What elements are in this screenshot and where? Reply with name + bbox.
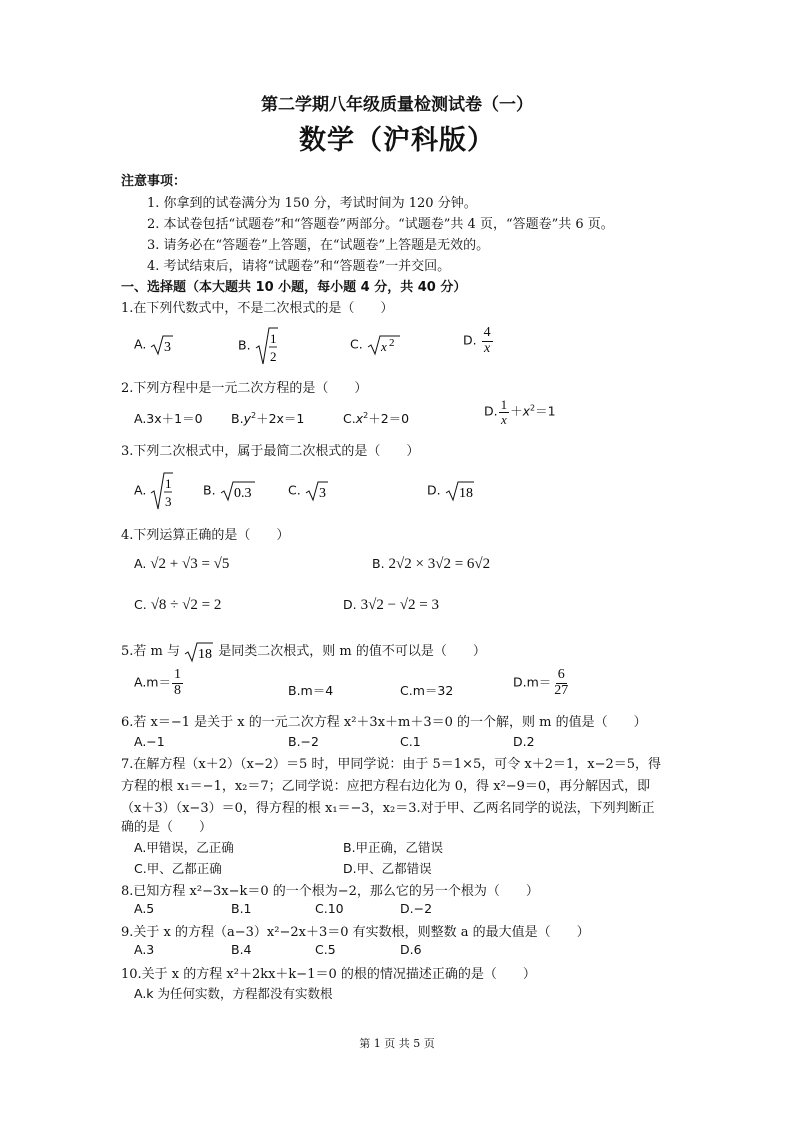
notes-heading: 注意事项： bbox=[121, 174, 187, 189]
question-8-stem: 8.已知方程 x²−3x−k＝0 的一个根为−2，那么它的另一个根为（ ） bbox=[121, 884, 539, 899]
note-item: 1. 你拿到的试卷满分为 150 分，考试时间为 120 分钟。 bbox=[147, 196, 477, 211]
q3-option-d: D. 18 bbox=[427, 480, 475, 502]
q4-option-b: B. 2√2 × 3√2 = 6√2 bbox=[372, 556, 491, 572]
page-footer: 第 1 页 共 5 页 bbox=[359, 1037, 435, 1050]
note-item: 3. 请务必在“答题卷”上答题，在“试题卷”上答题是无效的。 bbox=[147, 238, 490, 253]
q5-option-c: C.m＝32 bbox=[400, 683, 454, 698]
q7-option-b: B.甲正确，乙错误 bbox=[343, 840, 444, 855]
q6-option-b: B.−2 bbox=[288, 734, 319, 749]
q5-option-b: B.m＝4 bbox=[288, 683, 334, 698]
question-4-stem: 4.下列运算正确的是（ ） bbox=[121, 528, 290, 543]
svg-text:3: 3 bbox=[318, 486, 326, 501]
q5-option-a: A.m＝ $\frac{1}{8}$ bbox=[134, 667, 181, 698]
note-item: 4. 考试结束后，请将“试题卷”和“答题卷”一并交回。 bbox=[147, 259, 451, 274]
sqrt-symbol bbox=[220, 480, 256, 502]
svg-text:2: 2 bbox=[388, 337, 395, 349]
sqrt-symbol bbox=[445, 480, 475, 502]
q1-option-a: A. 3 bbox=[134, 334, 174, 356]
q6-option-d: D.2 bbox=[513, 734, 535, 749]
q2-option-c: $C.x^2+2=0$ bbox=[343, 411, 410, 426]
q1-option-d: D. $\frac{4}{x}$ bbox=[463, 325, 491, 356]
question-9-stem: 9.关于 x 的方程（a−3）x²−2x＋3＝0 有实数根，则整数 a 的最大值是（ ） bbox=[121, 925, 590, 940]
question-7-line: 7.在解方程（x＋2）（x−2）＝5 时，甲同学说：由于 5＝1×5，可令 x＋2＝1，x−2＝5，得 bbox=[121, 757, 662, 772]
q10-option-a: A.k 为任何实数，方程都没有实数根 bbox=[134, 986, 333, 1001]
svg-text:1: 1 bbox=[269, 331, 277, 346]
question-7-line: （x＋3）（x−3）＝0，得方程的根 x₁＝−3，x₂＝3.对于甲、乙两名同学的说法，下列判断正 bbox=[121, 801, 655, 816]
svg-text:0.3: 0.3 bbox=[233, 486, 252, 501]
q2-option-d: D. $\frac{1}{x}$ $+x^2=1$ bbox=[484, 397, 556, 427]
sqrt-symbol bbox=[150, 471, 174, 511]
svg-text:18: 18 bbox=[198, 646, 213, 662]
q9-option-c: C.5 bbox=[315, 942, 336, 957]
svg-text:x: x bbox=[380, 339, 387, 354]
q7-option-d: D.甲、乙都错误 bbox=[343, 861, 432, 876]
question-7-line: 确的是（ ） bbox=[121, 820, 213, 835]
q8-option-c: C.10 bbox=[315, 901, 344, 916]
sqrt-symbol bbox=[184, 641, 214, 663]
q4-option-a: A. √2 + √3 = √5 bbox=[134, 556, 230, 572]
question-7-line: 方程的根 x₁＝−1，x₂＝7；乙同学说：应把方程右边化为 0，得 x²−9＝0，再分解因式，即 bbox=[121, 779, 651, 794]
q9-option-d: D.6 bbox=[400, 942, 422, 957]
q2-option-a: A.3x＋1＝0 bbox=[134, 411, 203, 426]
svg-text:2: 2 bbox=[269, 349, 277, 364]
exam-title: 第二学期八年级质量检测试卷（一） bbox=[261, 95, 533, 115]
question-6-stem: 6.若 x＝−1 是关于 x 的一元二次方程 x²＋3x＋m＋3＝0 的一个解，则 m 的值是（ ） bbox=[121, 715, 647, 730]
q9-option-b: B.4 bbox=[231, 942, 252, 957]
q2-option-b: $B.y^2+2x=1$ bbox=[231, 411, 305, 426]
q5-option-d: D.m＝ $\frac{6}{27}$ bbox=[513, 667, 569, 698]
svg-text:3: 3 bbox=[164, 340, 172, 355]
q6-option-a: A.−1 bbox=[134, 734, 165, 749]
svg-text:3: 3 bbox=[165, 494, 172, 509]
section-heading: 一、选择题（本大题共 10 小题，每小题 4 分，共 40 分） bbox=[121, 280, 467, 295]
q8-option-a: A.5 bbox=[134, 901, 155, 916]
q3-option-a: A. 1 3 bbox=[134, 471, 174, 511]
q8-option-d: D.−2 bbox=[400, 901, 433, 916]
question-1-stem: 1.在下列代数式中，不是二次根式的是（ ） bbox=[121, 301, 394, 316]
svg-text:18: 18 bbox=[458, 486, 473, 501]
q4-option-d: D. 3√2 − √2 = 3 bbox=[343, 597, 439, 613]
question-2-stem: 2.下列方程中是一元二次方程的是（ ） bbox=[121, 381, 368, 396]
q6-option-c: C.1 bbox=[400, 734, 421, 749]
q1-option-b: B. 1 2 bbox=[238, 326, 279, 366]
sqrt-symbol bbox=[367, 334, 401, 356]
sqrt-symbol bbox=[255, 326, 279, 366]
subject-title: 数学（沪科版） bbox=[299, 125, 495, 156]
sqrt-symbol bbox=[150, 334, 174, 356]
question-5-stem: 5.若 m 与 18 是同类二次根式，则 m 的值不可以是（ ） bbox=[121, 640, 486, 663]
sqrt-symbol bbox=[305, 480, 329, 502]
svg-text:1: 1 bbox=[165, 476, 172, 491]
q1-option-c: C. x 2 bbox=[350, 334, 401, 356]
q7-option-a: A.甲错误，乙正确 bbox=[134, 840, 234, 855]
question-10-stem: 10.关于 x 的方程 x²＋2kx＋k−1＝0 的根的情况描述正确的是（ ） bbox=[121, 967, 536, 982]
q3-option-c: C. 3 bbox=[288, 480, 329, 502]
q4-option-c: C. √8 ÷ √2 = 2 bbox=[134, 597, 222, 613]
q7-option-c: C.甲、乙都正确 bbox=[134, 861, 222, 876]
question-3-stem: 3.下列二次根式中，属于最简二次根式的是（ ） bbox=[121, 444, 420, 459]
note-item: 2. 本试卷包括“试题卷”和“答题卷”两部分。“试题卷”共 4 页，“答题卷”共 6 页。 bbox=[147, 217, 614, 232]
q8-option-b: B.1 bbox=[231, 901, 252, 916]
q3-option-b: B. 0.3 bbox=[203, 480, 256, 502]
q9-option-a: A.3 bbox=[134, 942, 155, 957]
